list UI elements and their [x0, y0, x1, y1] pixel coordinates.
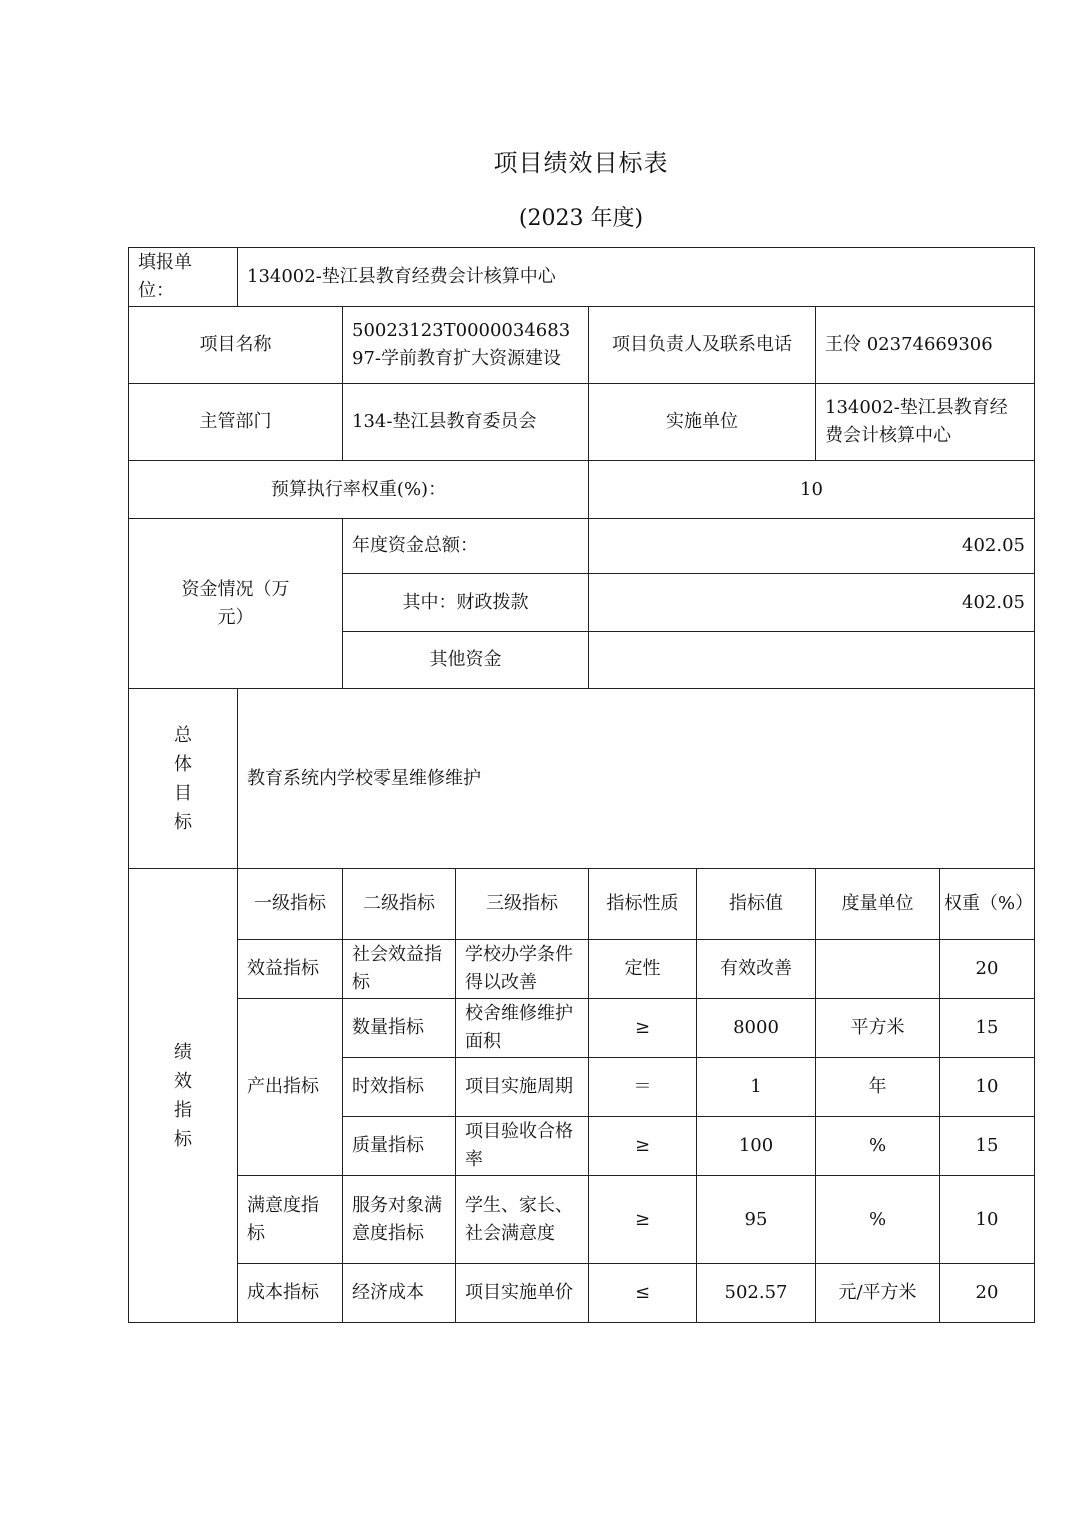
project-contact-value: 王伶 02374669306	[816, 307, 1035, 384]
indicator-level1: 满意度指标	[238, 1176, 343, 1264]
indicator-value: 8000	[697, 999, 816, 1058]
indicators-label	[129, 869, 238, 1323]
overall-goal-label-text: 总体目标	[173, 724, 192, 833]
filing-unit-label: 填报单位：	[129, 248, 238, 307]
indicator-row	[129, 999, 1035, 1058]
indicator-value: 502.57	[697, 1264, 816, 1323]
indicator-nature: ≥	[589, 999, 697, 1058]
implementing-unit-value: 134002-垫江县教育经费会计核算中心	[816, 384, 1035, 461]
project-name-row	[129, 307, 1035, 384]
indicator-level2: 服务对象满意度指标	[343, 1176, 456, 1264]
indicator-nature: 定性	[589, 940, 697, 999]
indicators-label-text: 绩效指标	[173, 1041, 192, 1150]
indicator-nature: ≤	[589, 1264, 697, 1323]
funds-fiscal-label: 其中：财政拨款	[343, 574, 589, 632]
funds-total-value: 402.05	[589, 519, 1035, 574]
funds-fiscal-value: 402.05	[589, 574, 1035, 632]
funds-other-label: 其他资金	[343, 632, 589, 689]
indicator-unit	[816, 940, 940, 999]
indicator-row	[129, 1264, 1035, 1323]
page-subtitle: (2023 年度)	[518, 206, 644, 231]
indicator-weight: 10	[940, 1058, 1035, 1117]
budget-weight-row	[129, 461, 1035, 519]
filing-unit-row	[129, 248, 1035, 307]
funds-total-label: 年度资金总额：	[343, 519, 589, 574]
overall-goal-label	[129, 689, 238, 869]
indicator-level2: 质量指标	[343, 1117, 456, 1176]
implementing-unit-label: 实施单位	[589, 384, 816, 461]
indicator-weight: 20	[940, 940, 1035, 999]
indicator-value: 有效改善	[697, 940, 816, 999]
funds-total-row	[129, 519, 1035, 574]
indicator-row	[129, 1176, 1035, 1264]
project-name-value: 50023123T000003468397-学前教育扩大资源建设	[343, 307, 589, 384]
header-weight: 权重（%）	[940, 869, 1035, 940]
indicator-unit: 元/平方米	[816, 1264, 940, 1323]
indicator-level3: 学生、家长、社会满意度	[456, 1176, 589, 1264]
project-name-label: 项目名称	[129, 307, 343, 384]
header-level2: 二级指标	[343, 869, 456, 940]
performance-target-table	[128, 247, 1035, 1323]
department-row	[129, 384, 1035, 461]
overall-goal-text: 教育系统内学校零星维修维护	[238, 689, 1035, 869]
project-contact-label: 项目负责人及联系电话	[589, 307, 816, 384]
page-title: 项目绩效目标表	[493, 149, 669, 177]
funds-other-value	[589, 632, 1035, 689]
indicator-row	[129, 940, 1035, 999]
indicator-unit: %	[816, 1176, 940, 1264]
indicator-weight: 20	[940, 1264, 1035, 1323]
indicator-level1: 产出指标	[238, 999, 343, 1176]
indicator-value: 100	[697, 1117, 816, 1176]
budget-weight-value: 10	[589, 461, 1035, 519]
indicator-value: 1	[697, 1058, 816, 1117]
header-unit: 度量单位	[816, 869, 940, 940]
funds-label: 资金情况（万元）	[129, 519, 343, 689]
indicator-weight: 15	[940, 999, 1035, 1058]
indicator-header-row	[129, 869, 1035, 940]
indicator-level3: 学校办学条件得以改善	[456, 940, 589, 999]
indicator-level2: 数量指标	[343, 999, 456, 1058]
indicator-level1: 成本指标	[238, 1264, 343, 1323]
budget-weight-label: 预算执行率权重(%)：	[129, 461, 589, 519]
indicator-level3: 项目实施周期	[456, 1058, 589, 1117]
overall-goal-row	[129, 689, 1035, 869]
indicator-nature: ＝	[589, 1058, 697, 1117]
indicator-weight: 15	[940, 1117, 1035, 1176]
indicator-weight: 10	[940, 1176, 1035, 1264]
header-value: 指标值	[697, 869, 816, 940]
indicator-nature: ≥	[589, 1117, 697, 1176]
indicator-value: 95	[697, 1176, 816, 1264]
indicator-level3: 项目实施单价	[456, 1264, 589, 1323]
indicator-nature: ≥	[589, 1176, 697, 1264]
indicator-level2: 社会效益指标	[343, 940, 456, 999]
indicator-level3: 校舍维修维护面积	[456, 999, 589, 1058]
indicator-unit: 年	[816, 1058, 940, 1117]
indicator-level3: 项目验收合格率	[456, 1117, 589, 1176]
department-label: 主管部门	[129, 384, 343, 461]
header-level1: 一级指标	[238, 869, 343, 940]
indicator-level2: 经济成本	[343, 1264, 456, 1323]
indicator-unit: 平方米	[816, 999, 940, 1058]
header-nature: 指标性质	[589, 869, 697, 940]
indicator-level1: 效益指标	[238, 940, 343, 999]
indicator-unit: %	[816, 1117, 940, 1176]
department-value: 134-垫江县教育委员会	[343, 384, 589, 461]
indicator-level2: 时效指标	[343, 1058, 456, 1117]
header-level3: 三级指标	[456, 869, 589, 940]
filing-unit-value: 134002-垫江县教育经费会计核算中心	[238, 248, 1035, 307]
